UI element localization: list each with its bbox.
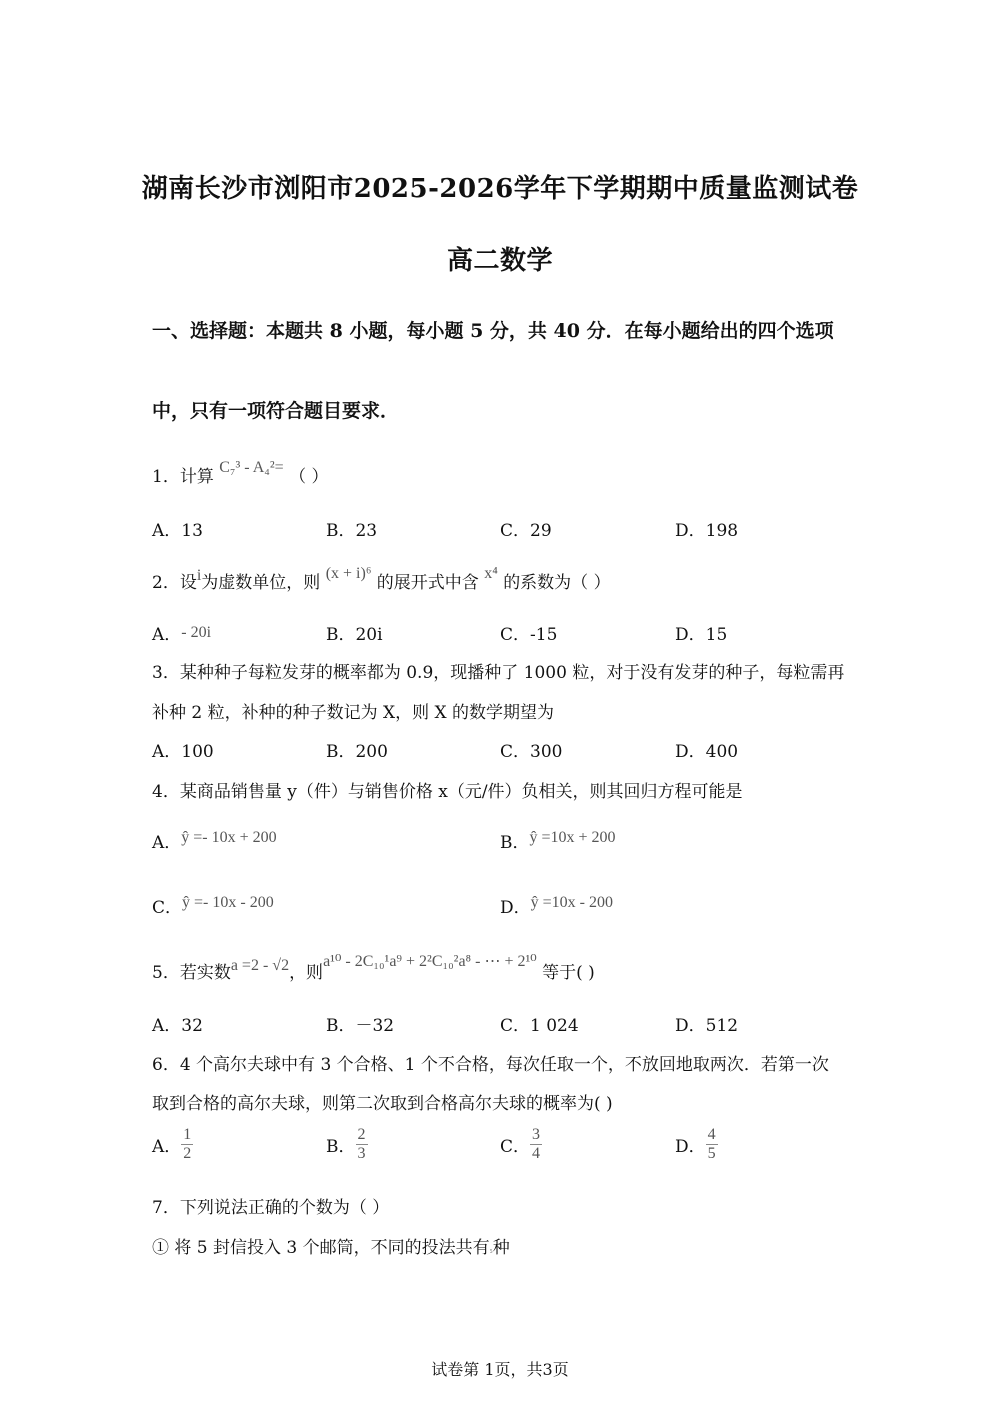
section-heading-line2: 中，只有一项符合题目要求． [152,400,400,422]
q6-option-c [500,1126,542,1163]
q2-text-2: 为虚数单位，则 [201,573,321,593]
q7-item-1-text-b: 种 [492,1238,510,1258]
q6-option-c-numerator: 3 [532,1126,541,1143]
q4-option-c-math: ŷ =- 10x - 200 [182,894,274,911]
q4-option-b-label: B． [500,833,530,853]
q7-item-1 [152,1233,510,1258]
q2-option-d: D．15 [675,625,728,645]
q6-option-d-fraction [706,1126,718,1163]
q2-option-a [152,620,211,645]
q6-option-c-denominator: 4 [532,1145,541,1162]
q6-option-b-fraction [356,1126,368,1163]
q5-text-2: ，则 [289,963,324,983]
q2-option-a-math: - 20i [181,624,212,641]
q4-option-b-math: ŷ =10x + 200 [529,829,616,846]
q6-option-c-label: C． [500,1137,531,1157]
q2-x4: x⁴ [484,565,498,582]
q5-expression-sum: a¹⁰ - 2C₁₀¹a⁹ + 2²C₁₀²a⁸ - ⋯ + 2¹⁰ [323,953,537,970]
q2-text-3: 的展开式中含 [376,573,479,593]
q1-expression: C₇³ - A₄²= [219,459,284,476]
q6-option-a-numerator: 1 [183,1126,192,1143]
q6-option-b-label: B． [326,1137,356,1157]
q4-option-c [152,893,274,918]
q6-option-d [675,1126,718,1163]
q3-option-b: B．200 [326,742,388,762]
q4-option-a-math: ŷ =- 10x + 200 [181,829,277,846]
q1-prefix: 1．计算 [152,467,214,487]
question-2 [152,565,611,593]
q2-option-a-label: A． [152,625,182,645]
q1-option-a: A．13 [152,521,203,541]
q4-option-d [500,893,613,918]
q6-option-c-fraction [530,1126,542,1163]
q7-item-1-text-a: ① 将 5 封信投入 3 个邮筒，不同的投法共有 [152,1238,490,1258]
q7-item-1-math: ₅ [489,1243,493,1253]
q6-option-a [152,1126,193,1163]
q3-option-d: D．400 [675,742,739,762]
question-6-line1: 6．4 个高尔夫球中有 3 个合格、1 个不合格，每次任取一个，不放回地取两次．若第一次 [152,1055,829,1075]
q5-option-c: C．1 024 [500,1016,579,1036]
q6-option-b-denominator: 3 [357,1145,366,1162]
q5-text-3: 等于( ) [542,963,595,983]
question-1 [152,459,329,487]
q6-option-b-numerator: 2 [357,1126,366,1143]
q5-text-1: 5．若实数 [152,963,231,983]
q6-option-d-numerator: 4 [707,1126,716,1143]
question-3-line2: 补种 2 粒，补种的种子数记为 X，则 X 的数学期望为 [152,703,555,723]
question-4: 4．某商品销售量 y（件）与销售价格 x（元/件）负相关，则其回归方程可能是 [152,782,743,802]
q1-option-c: C．29 [500,521,552,541]
q4-option-b [500,828,616,853]
q5-option-d: D．512 [675,1016,739,1036]
page-subtitle: 高二数学 [446,246,553,276]
q2-imaginary-unit: i [196,567,202,584]
q6-option-b [326,1126,368,1163]
q1-suffix: （ ） [289,467,329,487]
q4-option-a [152,828,277,853]
q1-option-d: D．198 [675,521,739,541]
q3-option-c: C．300 [500,742,563,762]
q5-option-a: A．32 [152,1016,203,1036]
section-heading-line1: 一、选择题：本题共 8 小题，每小题 5 分，共 40 分．在每小题给出的四个选项 [152,320,834,342]
page-title: 湖南长沙市浏阳市2025-2026学年下学期期中质量监测试卷 [141,174,859,204]
q6-option-d-denominator: 5 [707,1145,716,1162]
q5-expression-a: a =2 - √2 [230,957,290,974]
question-3-line1: 3．某种种子每粒发芽的概率都为 0.9，现播种了 1000 粒，对于没有发芽的种子，每粒需再 [152,663,845,683]
question-6-line2: 取到合格的高尔夫球，则第二次取到合格高尔夫球的概率为( ) [152,1094,613,1114]
q4-option-c-label: C． [152,898,183,918]
q3-option-a: A．100 [152,742,214,762]
q5-option-b: B．－32 [326,1016,395,1036]
q2-option-b: B．20i [326,625,383,645]
q4-option-d-math: ŷ =10x - 200 [530,894,613,911]
q6-option-a-denominator: 2 [183,1145,192,1162]
q2-text-4: 的系数为（ ） [503,573,611,593]
question-7: 7．下列说法正确的个数为（ ） [152,1198,390,1218]
question-5 [152,953,595,983]
q2-text-1: 2．设 [152,573,197,593]
q4-option-d-label: D． [500,898,531,918]
q1-option-b: B．23 [326,521,378,541]
q4-option-a-label: A． [152,833,182,853]
q6-option-a-label: A． [152,1137,182,1157]
q6-option-a-fraction [181,1126,193,1163]
q6-option-d-label: D． [675,1137,706,1157]
q2-option-c: C．-15 [500,625,558,645]
q2-expression: (x + i)⁶ [325,565,372,582]
page-footer: 试卷第 1页，共3页 [431,1360,569,1379]
